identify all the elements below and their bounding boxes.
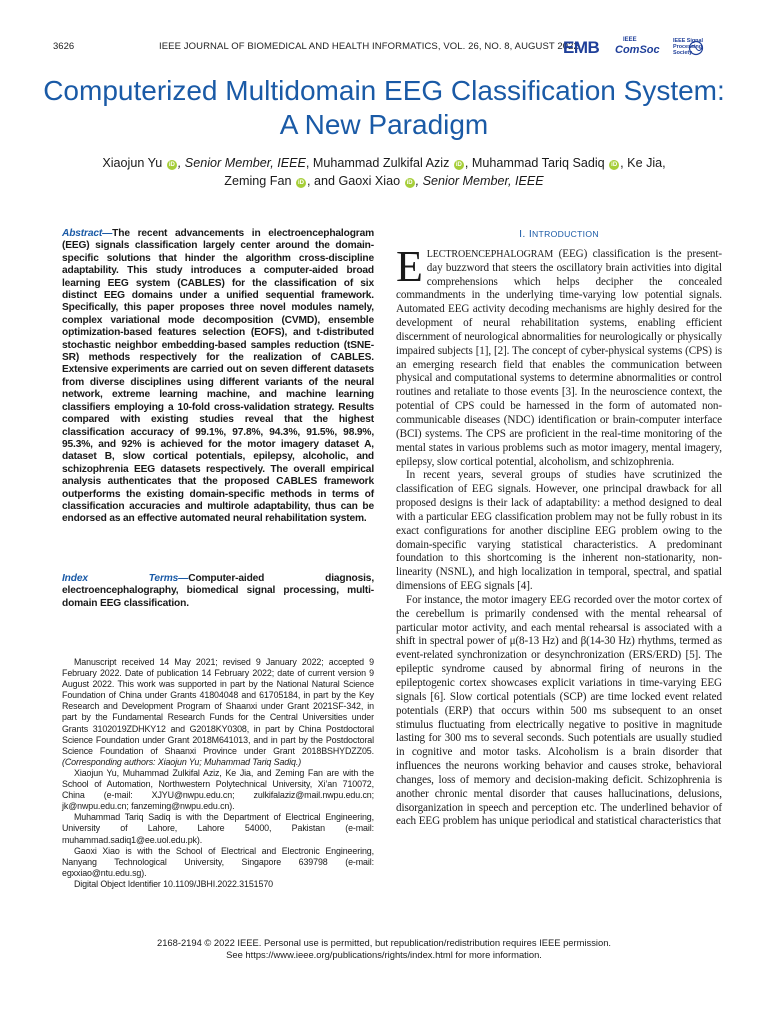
abstract-text: The recent advancements in electroencephalogram (EEG) signals classification largely center around the domain-specific solutions that hinder the algorithm cross-discipline adaptability. This study introduces a computer-aided broad learning EEG system (CABLES) for the classification of six distinct EEG domains under a unified sequential framework. Specifically, this paper proposes three novel modules namely, complex variational mode decomposition (CVMD), ensemble optimization-based features selection (EOFS), and t-distributed stochastic neighbor embedding-based samples reduction (tSNE-SR) methods respectively for the realization of CABLES. Extensive experiments are carried out on seven different datasets from diverse disciplines using different variants of the neural network, extreme learning machine, and machine learning classifiers employing a 10-fold cross-validation strategy. Results compared with existing studies reveal that the highest classification accuracy of 99.1%, 97.8%, 94.3%, 91.5%, 98.9%, 95.3%, and 92% is achieved for the motor imagery dataset A, dataset B, slow cortical potentials, epilepsy, alcoholic, and schizophrenia EEG datasets respectively. The overall empirical analysis authenticates that the proposed CABLES framework outperforms the existing domain-specific methods in terms of classification accuracies and multirole adaptability, thus can be endorsed as an effective automated neural rehabilitation system. (62, 228, 374, 525)
affiliation-3: Gaoxi Xiao is with the School of Electrical and Electronic Engineering, Nanyang Technological University, Singapore 639798 (e-mail: egxxiao@ntu.edu.sg). (62, 845, 374, 878)
index-terms-text: Computer-aided diagnosis, electroencephalography, biomedical signal processing, multi-domain EEG classification. (62, 573, 374, 609)
journal-running-head: IEEE JOURNAL OF BIOMEDICAL AND HEALTH INFORMATICS, VOL. 26, NO. 8, AUGUST 2022 (159, 41, 579, 52)
orcid-icon[interactable]: iD (455, 162, 462, 168)
first-page-footnote (62, 657, 374, 890)
society-logos (563, 38, 753, 66)
author-name: , Muhammad Zulkifal Aziz (305, 156, 450, 170)
author-name: Xiaojun Yu (102, 156, 163, 170)
author-name: , and Gaoxi Xiao (306, 174, 401, 188)
introduction-column (396, 228, 722, 829)
orcid-icon[interactable]: iD (297, 180, 304, 186)
page-header (48, 38, 748, 66)
author-membership: , Senior Member, IEEE (177, 156, 306, 170)
index-terms (62, 573, 374, 610)
affiliation-2: Muhammad Tariq Sadiq is with the Department of Electrical Engineering, University of Lahore, Lahore 54000, Pakistan (e-mail: muhammad.sadiq1@ee.uol.edu.pk). (62, 812, 374, 845)
comsoc-ieee-mark: IEEE (623, 37, 637, 43)
intro-paragraph-1: ELECTROENCEPHALOGRAM (EEG) classification is the present-day buzzword that steers the oscillatory brain activities into digital comprehensions which helps decipher the concealed commandments in the underlying time-varying low potential signals. Automated EEG activity decoding mechanisms are highly desired for the development of neural rehabilitation systems, enabling efficient discernment of neurological abnormalities for neurologically or physically impaired subjects [1], [2]. The concept of cyber-physical systems (CPS) is an emerging research field that enables the communication between physical and computational systems to determine abnormalities or control routines and retaliate to those events [3]. In the neuroscience context, the potential of CPS could be harnessed in the form of automated non-communicable diseases (NDC) identification or brain-computer interface (BCI) systems. The CPS are proficient in the real-time monitoring of the mental states in various problems such as motor imagery, mental imagery, epilepsy, slow cortical potential, alcoholism, and schizophrenia. (396, 241, 722, 468)
page-number: 3626 (53, 41, 75, 52)
copyright-notice (40, 937, 728, 960)
abstract (62, 228, 374, 526)
orcid-icon[interactable]: iD (406, 180, 413, 186)
abstract-column (62, 228, 374, 526)
intro-paragraph-2: In recent years, several groups of studies have scrutinized the classification of EEG signals. However, one principal drawback for all proposed designs is their lack of adaptability: a method designed to deal with a particular EEG classification problem may not be fully robust in its exact configurations for another discipline EEG problem owing to the domain-specific varying statistical characteristics. A predominant foundation to this shortcoming is the inherent non-stationarity, non-linearity (NSNL), and high localization in temporal, spectral, and spatial dimensions of EEG signals [4]. (396, 469, 722, 593)
orcid-icon[interactable]: iD (168, 162, 175, 168)
intro-paragraph-3: For instance, the motor imagery EEG recorded over the motor cortex of the cerebellum is primarily condensed with the mental rehearsal of particular motor activity, and each mental rehearsal is associated with a shift in spectral power of μ(8-13 Hz) and β(14-30 Hz) rhythms, termed as event-related synchronization or desynchronization (ERS/ERD) [5]. The epileptic syndrome caused by abnormal firing of neurons in the epileptogenic cortex showcases explicit variations in time-varying EEG signals [6]. Slow cortical potentials (SCP) are time locked event related potentials (ERP) that occurs within 500 ms subsequent to an onset stimulus fluctuating from electrically negative to positive in magnitude lasting for 300 ms to several seconds. Such potentials are usually studied in cognitive and motor tasks. Alcoholism is a brain disorder that influences the neurons working behavior and causes stroke, behavioral changes, loss of memory and decision-making deficit. Schizophrenia is another chronic mental disorder that causes hallucinations, delusions, disorganization in speech and perception etc. The underlined behavior of each EEG problem has unique periodical and statistical characteristics that (396, 593, 722, 828)
author-name: , Muhammad Tariq Sadiq (464, 156, 605, 170)
author-list (40, 154, 728, 190)
doi[interactable]: Digital Object Identifier 10.1109/JBHI.2022.3151570 (74, 878, 273, 889)
corresponding-authors: (Corresponding authors: Xiaojun Yu; Muhammad Tariq Sadiq.) (62, 756, 302, 767)
affiliation-1: Xiaojun Yu, Muhammad Zulkifal Aziz, Ke Jia, and Zeming Fan are with the School of Automation, Northwestern Polytechnical University, Xi’an 710072, China (e-mail: XJYU@nwpu.edu.cn; zulkifalaziz@mail.nwpu.edu.cn; jk@nwpu.edu.cn; fanzeming@nwpu.edu.cn). (62, 767, 374, 812)
emb-logo: EMB (563, 38, 600, 57)
rights-link[interactable]: See https://www.ieee.org/publications/rights/index.html for more information. (226, 948, 542, 960)
copyright-line: 2168-2194 © 2022 IEEE. Personal use is permitted, but republication/redistribution requires IEEE permission. (156, 937, 612, 948)
author-membership: , Senior Member, IEEE (415, 174, 544, 188)
sps-emblem-icon (688, 40, 704, 56)
author-name: Zeming Fan (224, 174, 292, 188)
comsoc-logo: ComSoc (615, 44, 660, 56)
signal-processing-society-logo: IEEE Signal Processing Society (673, 38, 703, 56)
paper-title: Computerized Multidomain EEG Classification System: A New Paradigm (43, 75, 725, 140)
abstract-label: Abstract— (62, 228, 113, 239)
drop-cap: E (396, 241, 423, 291)
orcid-icon[interactable]: iD (611, 162, 618, 168)
index-terms-label: Index Terms— (62, 573, 189, 584)
author-name: , Ke Jia, (620, 156, 666, 170)
section-heading: I. INTRODUCTION (519, 228, 599, 240)
manuscript-info: Manuscript received 14 May 2021; revised 9 January 2022; accepted 9 February 2022. Date of publication 14 February 2022; date of current version 9 August 2022. This work was supported in part by the National Natural Science Foundation of China under Grants 41804048 and 61705184, in part by the Key Research and Development Program of Shaanxi under Grant 2021SF-342, in part by the Fundamental Research Funds for the Central Universities under Grants 3102019ZDHKY12 and G2018KY0308, in part by China Postdoctoral Science Foundation under Grant 2018M641013, and in part by the Postdoctoral Science Foundation of Shaanxi Province under Grant 2018BSHYDZZ05. (Corresponding authors: Xiaojun Yu; Muhammad Tariq Sadiq.) (62, 657, 374, 767)
